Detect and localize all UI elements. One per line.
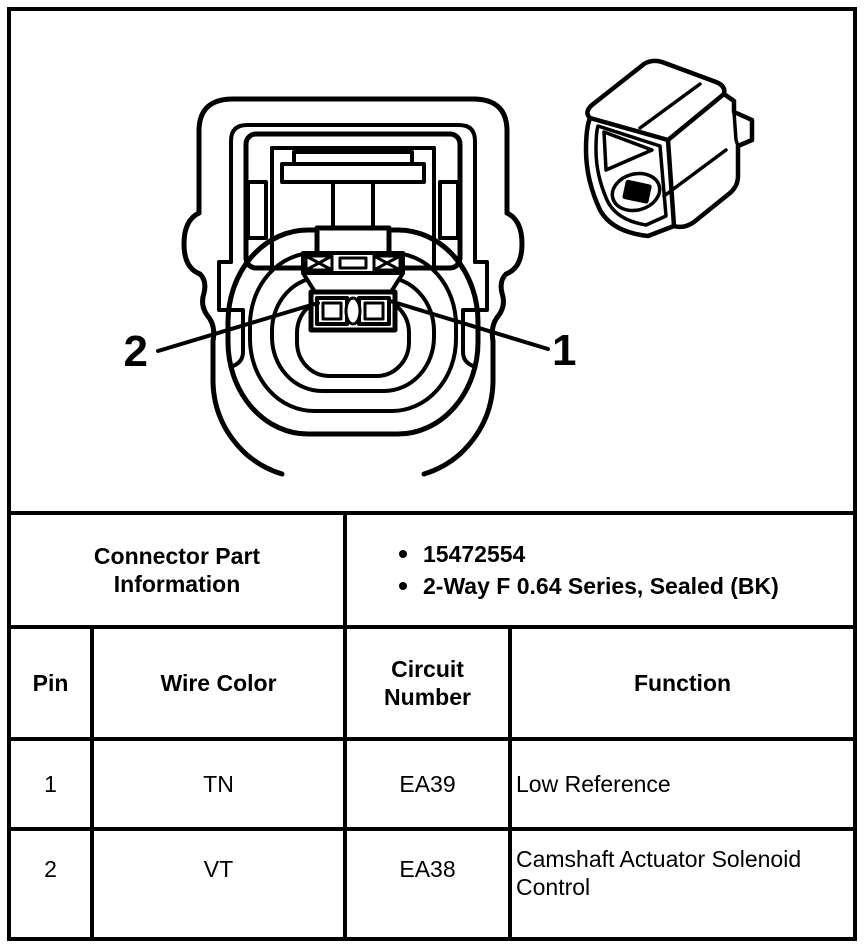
pin-2-function: Camshaft Actuator Solenoid Control bbox=[508, 831, 853, 937]
pin-1-circuit: EA39 bbox=[343, 741, 508, 827]
pin-2-circuit: EA38 bbox=[343, 831, 508, 937]
part-number-item bbox=[399, 540, 525, 568]
pin-2-wire-color: VT bbox=[90, 831, 343, 937]
col-header-function: Function bbox=[508, 629, 853, 737]
connector-diagram-svg bbox=[11, 11, 853, 511]
connector-diagram bbox=[11, 11, 853, 511]
bullet-icon bbox=[399, 582, 407, 590]
lock-cross-bar bbox=[282, 164, 424, 182]
pin2-callout: 2 bbox=[123, 327, 148, 376]
col-header-wire-color: Wire Color bbox=[90, 629, 343, 737]
series-text: 2-Way F 0.64 Series, Sealed (BK) bbox=[423, 573, 779, 599]
series-item bbox=[399, 572, 779, 600]
pin-row-1 bbox=[11, 737, 853, 827]
connector-part-info-list bbox=[347, 540, 853, 600]
document-frame bbox=[7, 7, 857, 941]
connector-part-info-header-cell bbox=[11, 515, 343, 625]
iso-terminal bbox=[625, 182, 650, 201]
bullet-icon bbox=[399, 550, 407, 558]
lock-base bbox=[317, 228, 389, 254]
iso-accent-line-2 bbox=[664, 150, 726, 196]
terminal-funnel bbox=[303, 273, 403, 292]
pin-table-header-row bbox=[11, 625, 853, 737]
col-header-pin: Pin bbox=[32, 670, 69, 696]
hatch-center-notch bbox=[340, 258, 366, 268]
connector-part-info-row bbox=[11, 511, 853, 625]
connector-part-info-value-cell bbox=[343, 515, 853, 625]
left-slot bbox=[248, 182, 266, 238]
pin-row-2 bbox=[11, 827, 853, 937]
pin-1-function: Low Reference bbox=[508, 741, 853, 827]
pin1-callout: 1 bbox=[552, 326, 577, 375]
connector-part-info-label: Connector Part Information bbox=[93, 543, 261, 597]
lock-stem bbox=[333, 182, 373, 228]
pin-1-number: 1 bbox=[44, 771, 57, 797]
part-number-text: 15472554 bbox=[423, 541, 526, 567]
cavity-2-inner bbox=[323, 303, 341, 319]
pin-2-number: 2 bbox=[44, 856, 57, 882]
center-lens bbox=[346, 298, 360, 324]
cavity-1-inner bbox=[365, 303, 383, 319]
pin-1-wire-color: TN bbox=[90, 741, 343, 827]
right-slot bbox=[440, 182, 458, 238]
col-header-circuit-number: Circuit Number bbox=[343, 629, 508, 737]
isometric-view bbox=[586, 61, 752, 236]
iso-latch-line bbox=[734, 112, 738, 146]
